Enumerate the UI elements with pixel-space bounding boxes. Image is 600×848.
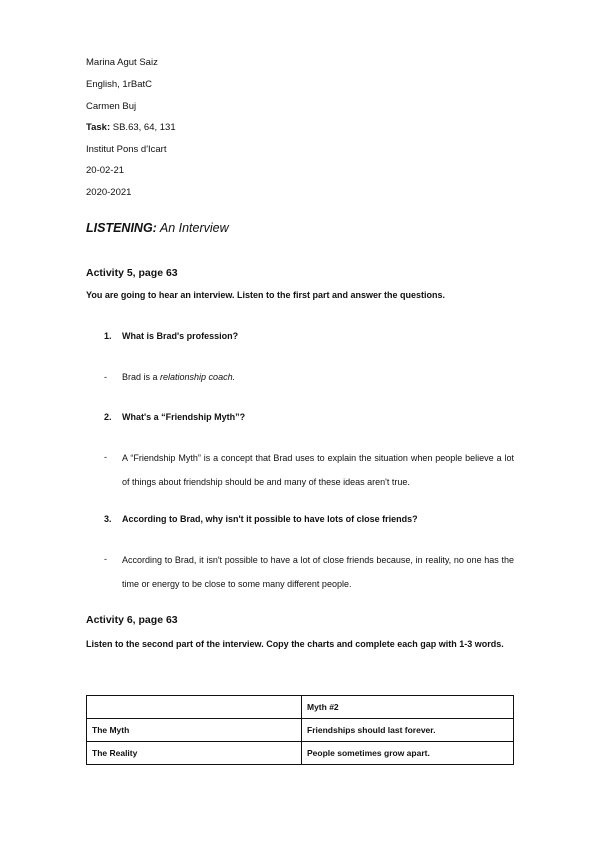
course: English, 1rBatC <box>86 79 153 90</box>
answer-2-text: A “Friendship Myth” is a concept that Brad uses to explain the situation when people believe a lot of things about friendship should be and many of these ideas aren't true. <box>122 453 514 487</box>
answer-1-dash: - <box>104 372 107 382</box>
table-row-label: The Myth <box>87 719 302 742</box>
question-1 <box>104 331 238 341</box>
activity5-instruction: You are going to hear an interview. Listen to the first part and answer the questions. <box>86 290 446 300</box>
school-year: 2020-2021 <box>86 187 132 198</box>
task-value: SB.63, 64, 131 <box>110 122 176 133</box>
question-2-number: 2. <box>104 412 112 422</box>
table-cell: Friendships should last forever. <box>302 719 514 742</box>
table-row <box>87 719 514 742</box>
answer-3-text: According to Brad, it isn't possible to have a lot of close friends because, in reality, no one has the time or energy to be close to some many different people. <box>122 555 514 589</box>
activity6-title: Activity 6, page 63 <box>86 614 178 626</box>
question-1-text: What is Brad's profession? <box>122 331 239 341</box>
table-header-cell <box>87 696 302 719</box>
question-1-number: 1. <box>104 331 112 341</box>
activity5-title: Activity 5, page 63 <box>86 267 178 279</box>
date: 20-02-21 <box>86 165 125 176</box>
table-header-row <box>87 696 514 719</box>
student-name: Marina Agut Saiz <box>86 57 158 68</box>
question-3-number: 3. <box>104 514 112 524</box>
answer-1-emphasis: relationship coach. <box>160 372 236 382</box>
question-2-text: What's a “Friendship Myth”? <box>122 412 246 422</box>
myth-reality-table <box>86 695 514 765</box>
answer-3-dash: - <box>104 554 107 564</box>
answer-2-dash: - <box>104 452 107 462</box>
task-label: Task: <box>86 122 111 133</box>
question-3-text: According to Brad, why isn't it possible to have lots of close friends? <box>122 514 418 524</box>
table-row <box>87 742 514 765</box>
answer-1-text: Brad is a <box>122 372 161 382</box>
question-2 <box>104 412 245 422</box>
task-line <box>86 122 176 134</box>
table-row-label: The Reality <box>87 742 302 765</box>
teacher-name: Carmen Buj <box>86 101 137 112</box>
table-cell: People sometimes grow apart. <box>302 742 514 765</box>
listening-heading <box>86 221 229 235</box>
table-header-cell: Myth #2 <box>302 696 514 719</box>
listening-label: LISTENING: <box>86 221 157 235</box>
activity6-instruction: Listen to the second part of the interview. Copy the charts and complete each gap with 1-3 words. <box>86 639 504 649</box>
listening-subtitle: An Interview <box>156 221 229 235</box>
school-name: Institut Pons d'Icart <box>86 144 167 155</box>
question-3 <box>104 514 418 524</box>
answer-1 <box>122 372 235 382</box>
